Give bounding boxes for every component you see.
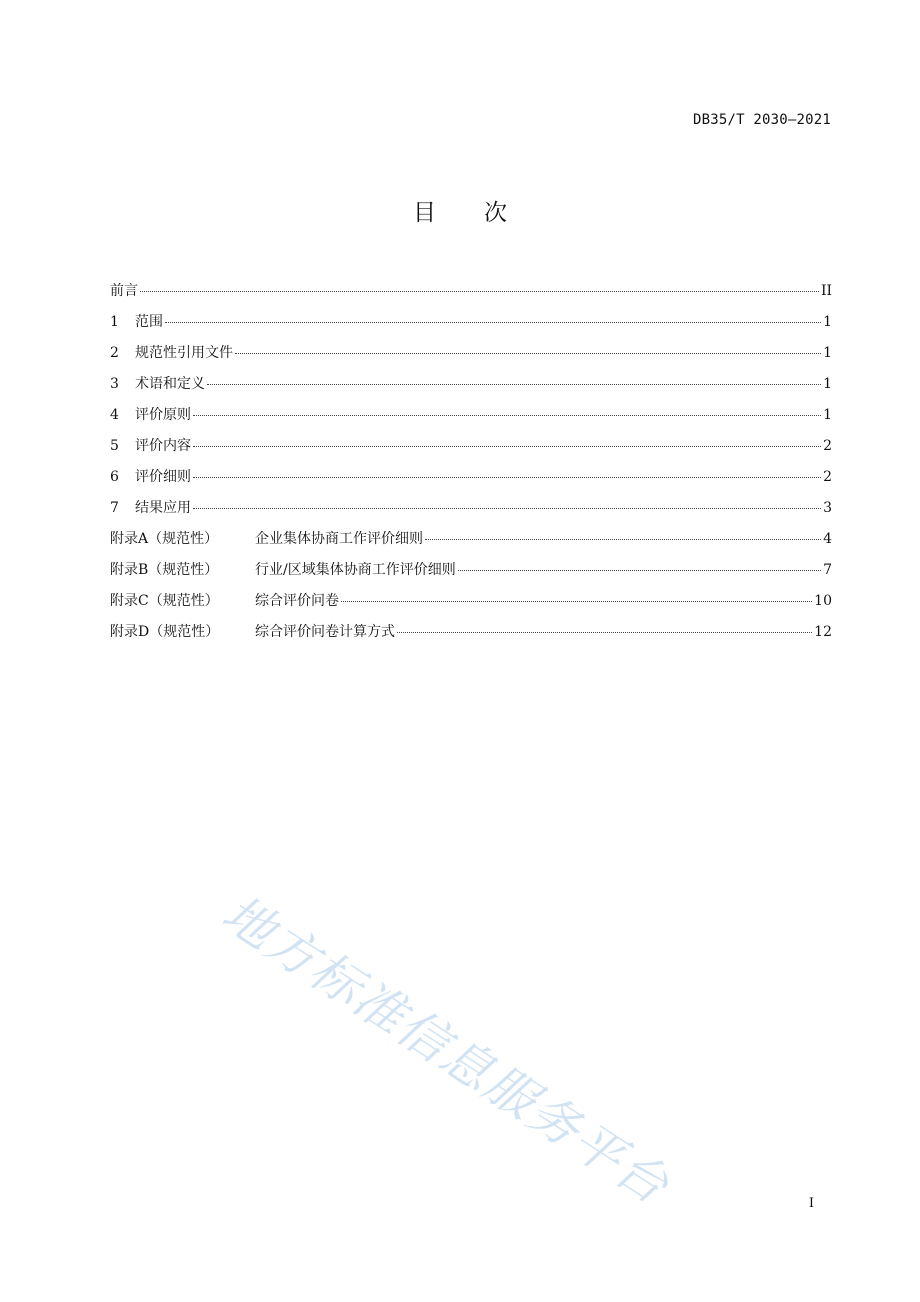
- document-code: DB35/T 2030—2021: [692, 112, 831, 128]
- table-of-contents: [110, 280, 832, 652]
- toc-entry-result-application[interactable]: [110, 497, 832, 528]
- toc-entry-appendix-c[interactable]: [110, 590, 832, 621]
- toc-entry-label: 评价原则: [135, 407, 191, 423]
- toc-dot-leader: [193, 415, 821, 416]
- toc-dot-leader: [193, 508, 821, 509]
- toc-dot-leader: [425, 539, 821, 540]
- toc-entry-scope[interactable]: [110, 311, 832, 342]
- toc-entry-appendix-a[interactable]: [110, 528, 832, 559]
- toc-entry-label: 行业/区域集体协商工作评价细则: [255, 562, 456, 578]
- toc-entry-appendix-b[interactable]: [110, 559, 832, 590]
- toc-dot-leader: [397, 632, 812, 633]
- toc-appendix-prefix: 附录C（规范性）: [110, 593, 219, 609]
- toc-entry-label: 结果应用: [135, 500, 191, 516]
- toc-entry-page: 3: [823, 500, 832, 516]
- toc-entry-label: 规范性引用文件: [135, 345, 233, 361]
- toc-dot-leader: [341, 601, 812, 602]
- toc-entry-evaluation-principles[interactable]: [110, 404, 832, 435]
- toc-entry-page: 1: [823, 345, 832, 361]
- toc-appendix-prefix: 附录D（规范性）: [110, 624, 220, 640]
- toc-entry-number: 2: [110, 345, 119, 361]
- toc-entry-label: 前言: [110, 283, 138, 299]
- toc-entry-page: 2: [823, 469, 832, 485]
- toc-entry-label: 综合评价问卷: [255, 593, 339, 609]
- toc-entry-label: 评价细则: [135, 469, 191, 485]
- toc-title: 目次: [413, 200, 555, 226]
- toc-entry-number: 4: [110, 407, 119, 423]
- toc-dot-leader: [458, 570, 821, 571]
- toc-dot-leader: [165, 322, 821, 323]
- page-number: I: [808, 1196, 814, 1211]
- toc-dot-leader: [193, 446, 821, 447]
- toc-entry-foreword[interactable]: [110, 280, 832, 311]
- toc-entry-label: 范围: [135, 314, 163, 330]
- toc-entry-appendix-d[interactable]: [110, 621, 832, 652]
- toc-entry-page: II: [820, 283, 832, 299]
- toc-entry-page: 4: [823, 531, 832, 547]
- toc-entry-terms-definitions[interactable]: [110, 373, 832, 404]
- toc-entry-evaluation-rules[interactable]: [110, 466, 832, 497]
- toc-entry-number: 3: [110, 376, 119, 392]
- toc-entry-number: 6: [110, 469, 119, 485]
- toc-entry-label: 评价内容: [135, 438, 191, 454]
- toc-dot-leader: [193, 477, 821, 478]
- toc-entry-number: 1: [110, 314, 119, 330]
- toc-entry-evaluation-content[interactable]: [110, 435, 832, 466]
- toc-entry-page: 2: [823, 438, 832, 454]
- toc-entry-label: 术语和定义: [135, 376, 205, 392]
- toc-entry-page: 1: [823, 314, 832, 330]
- watermark: 地方标准信息服务平台: [212, 884, 680, 1216]
- toc-entry-page: 7: [823, 562, 832, 578]
- toc-appendix-prefix: 附录A（规范性）: [110, 531, 219, 547]
- toc-dot-leader: [235, 353, 821, 354]
- toc-dot-leader: [140, 291, 819, 292]
- toc-entry-number: 5: [110, 438, 119, 454]
- toc-appendix-prefix: 附录B（规范性）: [110, 562, 219, 578]
- toc-entry-number: 7: [110, 500, 119, 516]
- toc-entry-label: 综合评价问卷计算方式: [255, 624, 395, 640]
- toc-entry-page: 1: [823, 407, 832, 423]
- toc-entry-label: 企业集体协商工作评价细则: [255, 531, 423, 547]
- toc-entry-page: 12: [814, 624, 832, 640]
- toc-entry-page: 10: [814, 593, 832, 609]
- toc-dot-leader: [207, 384, 821, 385]
- toc-entry-page: 1: [823, 376, 832, 392]
- toc-entry-normative-references[interactable]: [110, 342, 832, 373]
